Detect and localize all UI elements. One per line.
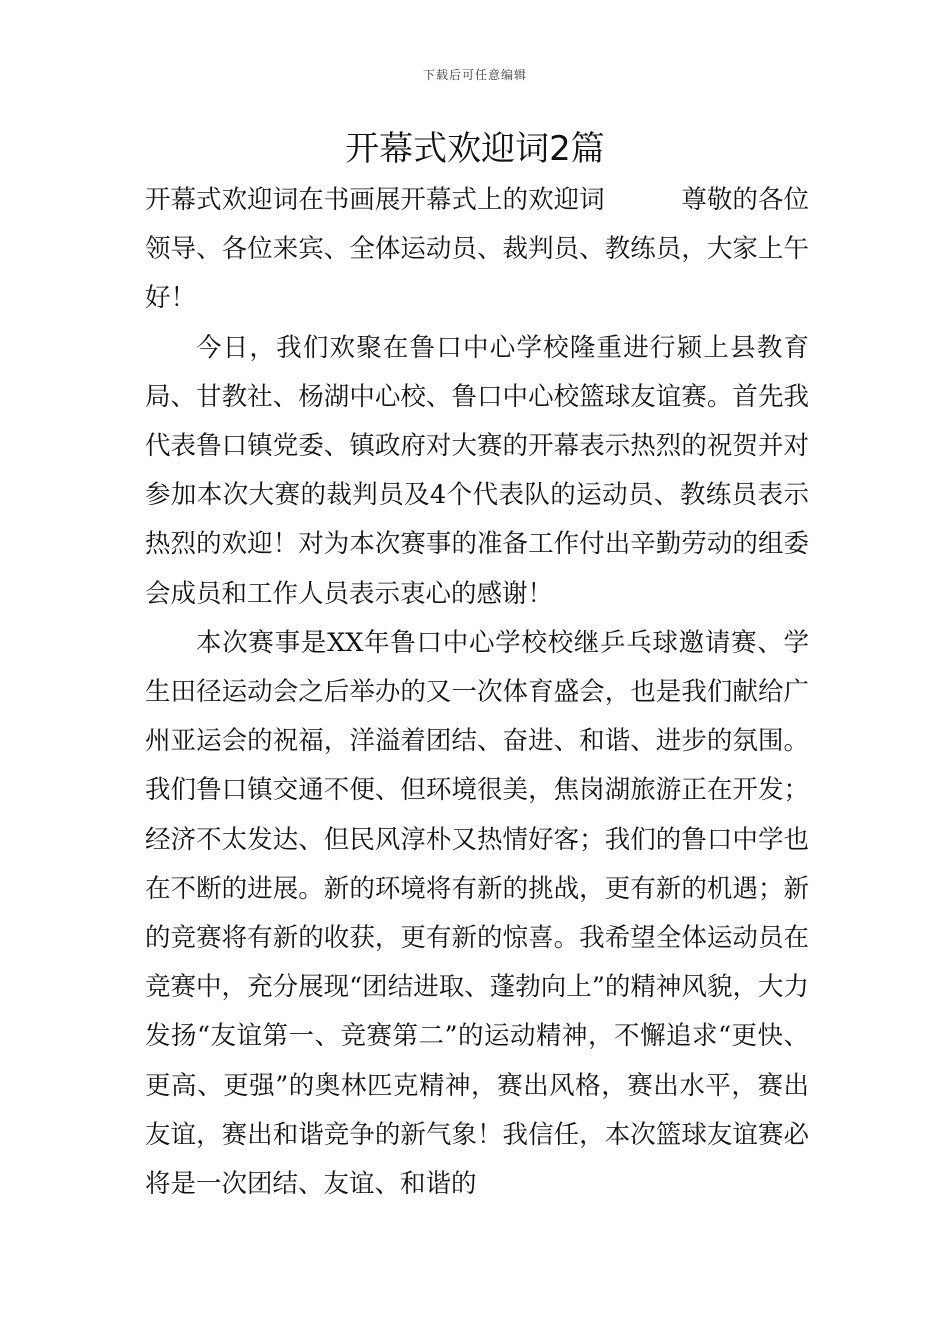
paragraph-intro: 开幕式欢迎词在书画展开幕式上的欢迎词 尊敬的各位领导、各位来宾、全体运动员、裁判员、教练员，大家上午好！ (145, 185, 809, 314)
paragraph-event: 本次赛事是XX年鲁口中心学校校继乒乓球邀请赛、学生田径运动会之后举办的又一次体育盛会，也是我们献给广州亚运会的祝福，洋溢着团结、奋进、和谐、进步的氛围。我们鲁口镇交通不便、但环境很美，焦岗湖旅游正在开发；经济不太发达、但民风淳朴又热情好客；我们的鲁口中学也在不断的进展。新的环境将有新的挑战，更有新的机遇；新的竞赛将有新的收获，更有新的惊喜。我希望全体运动员在竞赛中，充分展现“团结进取、蓬勃向上”的精神风貌，大力发扬“友谊第一、竞赛第二”的运动精神，不懈追求“更快、更高、更强”的奥林匹克精神，赛出风格，赛出水平，赛出友谊，赛出和谐竞争的新气象！我信任，本次篮球友谊赛必将是一次团结、友谊、和谐的 (145, 627, 809, 1200)
header-note: 下载后可任意编辑 (422, 68, 527, 82)
paragraph-greeting: 今日，我们欢聚在鲁口中心学校隆重进行颍上县教育局、甘教社、杨湖中心校、鲁口中心校篮球友谊赛。首先我代表鲁口镇党委、镇政府对大赛的开幕表示热烈的祝贺并对参加本次大赛的裁判员及4个代表队的运动员、教练员表示热烈的欢迎！对为本次赛事的准备工作付出辛勤劳动的组委会成员和工作人员表示衷心的感谢！ (145, 332, 809, 609)
document-title: 开幕式欢迎词2篇 (345, 129, 605, 169)
document-body (145, 176, 809, 1209)
